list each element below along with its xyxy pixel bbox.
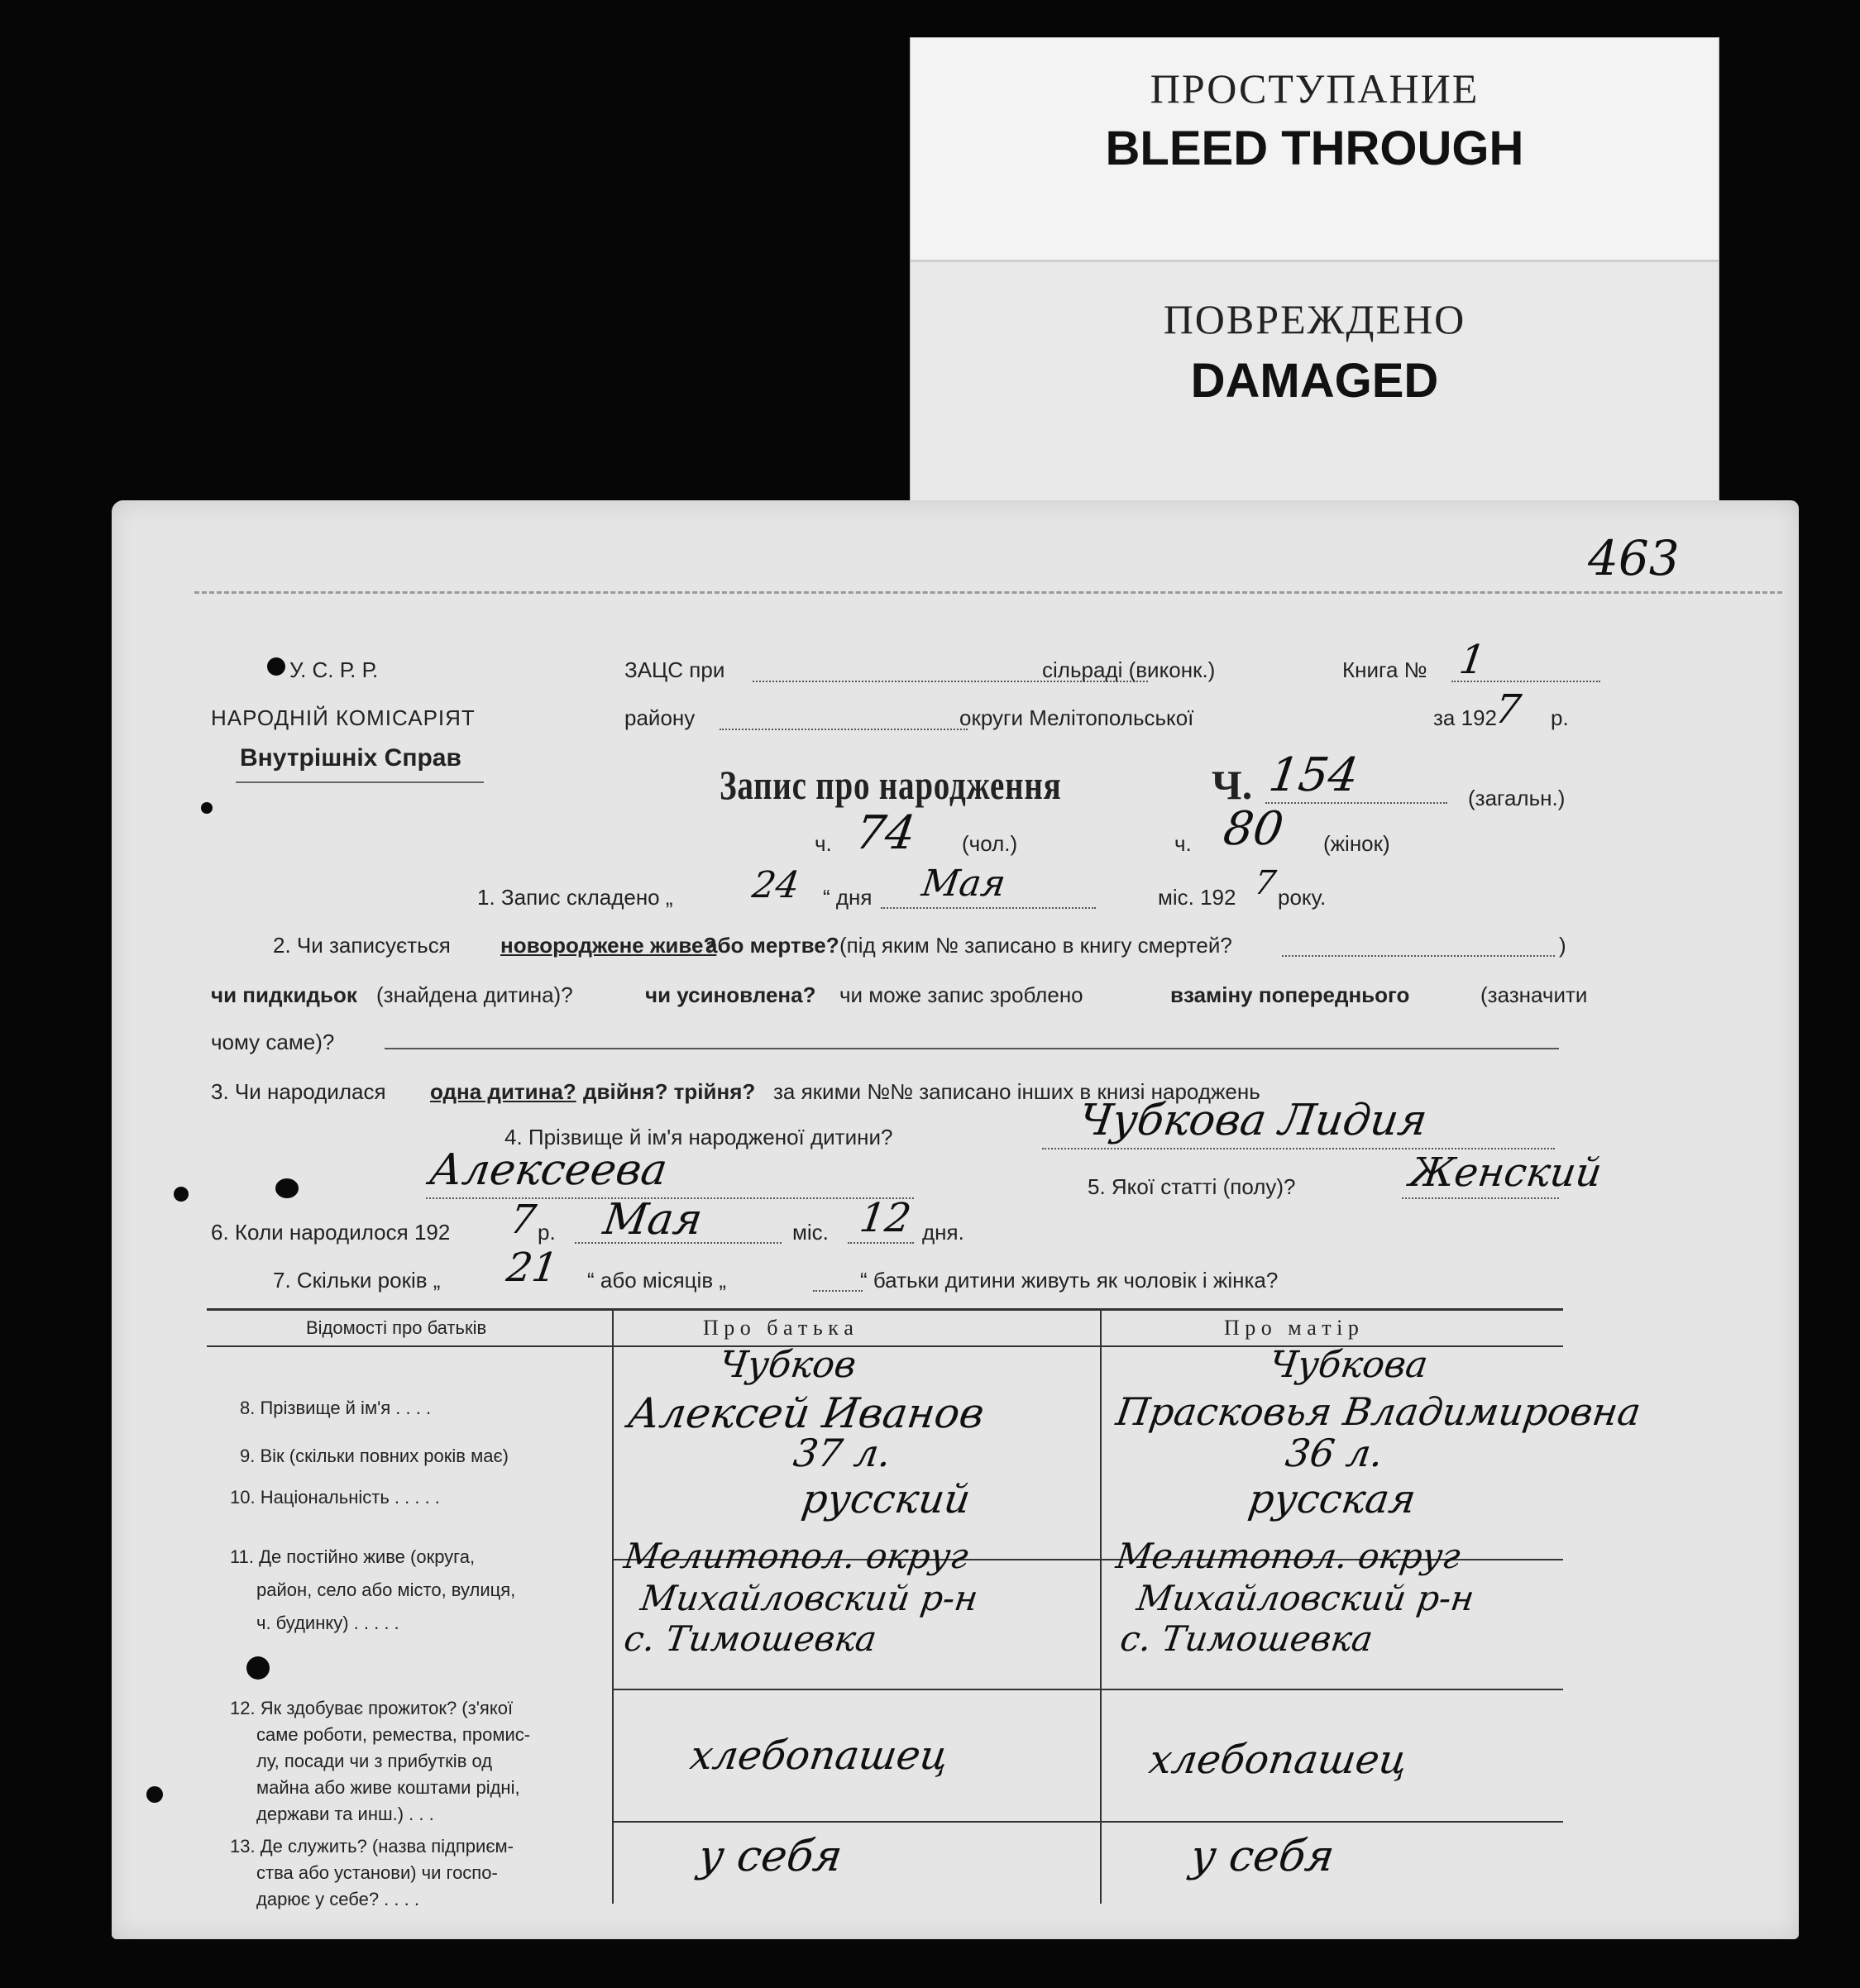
book-label: Книга №	[1342, 657, 1427, 682]
republic-label: У. С. Р. Р.	[289, 657, 379, 682]
q2-replacement-option: взаміну попереднього	[1170, 982, 1410, 1007]
q2-alive-option: новороджене живе?	[500, 933, 717, 958]
q3-single-option: одна дитина?	[430, 1079, 576, 1104]
years-together: 21	[504, 1245, 562, 1291]
q1-label-d: року.	[1278, 885, 1327, 910]
father-nationality: русский	[799, 1476, 973, 1522]
q2-foundling-option: чи пидкидьок	[211, 982, 357, 1007]
q2-label-found: (знайдена дитина)?	[376, 982, 573, 1007]
q2-label-a: 2. Чи записується	[273, 933, 451, 958]
book-field	[1451, 681, 1600, 682]
total-label: (загальн.)	[1468, 786, 1566, 810]
q1-month: Мая	[919, 863, 1009, 905]
row-label-work-3: дарює у себе? . . . .	[256, 1889, 419, 1909]
row-label-work-2: ства або установи) чи госпо-	[256, 1862, 498, 1883]
binding-hole	[275, 1178, 299, 1198]
table-header-info: Відомості про батьків	[306, 1317, 487, 1338]
q6-label-b: р.	[538, 1220, 556, 1245]
department-label: Внутрішніх Справ	[240, 744, 461, 772]
q2-adopted-option: чи усиновлена?	[645, 982, 816, 1007]
q6-label-d: дня.	[922, 1220, 964, 1245]
mother-occupation: хлебопашец	[1146, 1737, 1411, 1783]
q1-year: 7	[1251, 864, 1279, 902]
birth-month: Мая	[600, 1195, 705, 1245]
table-header-mother: П р о м а т і р	[1224, 1316, 1359, 1340]
row-label-living-1: 12. Як здобуває прожиток? (з'якої	[230, 1698, 514, 1718]
father-workplace: у себя	[695, 1832, 845, 1881]
father-age: 37 л.	[791, 1431, 894, 1475]
birth-day: 12	[857, 1195, 915, 1241]
q2-label-d: (під яким № записано в книгу смертей?	[839, 933, 1232, 958]
district-field	[720, 729, 968, 730]
table-row-divider	[612, 1821, 1563, 1823]
q2-dead-option: або мертве?	[705, 933, 839, 958]
q2-why-field	[385, 1048, 1559, 1049]
district-label: району	[624, 705, 696, 730]
label-bleed-through-en: BLEED THROUGH	[1105, 122, 1524, 175]
row-label-residence-3: ч. будинку) . . . . .	[256, 1613, 399, 1633]
mother-name: Прасковья Владимировна	[1113, 1389, 1644, 1434]
q6-day-field	[848, 1242, 914, 1244]
mother-age: 36 л.	[1283, 1431, 1386, 1475]
mother-surname: Чубкова	[1266, 1344, 1431, 1386]
q2-label-replace: чи може запис зроблено	[839, 982, 1083, 1007]
female-label: (жінок)	[1323, 831, 1390, 856]
row-label-residence-1: 11. Де постійно живе (округа,	[230, 1546, 476, 1567]
q5-field	[1402, 1197, 1559, 1199]
birth-year: 7	[507, 1197, 539, 1243]
archive-label-card	[910, 37, 1719, 527]
male-ch-label: ч.	[815, 831, 832, 856]
row-label-living-4: майна або живе коштами рідні,	[256, 1777, 520, 1798]
binding-hole	[267, 657, 285, 676]
father-occupation: хлебопашец	[687, 1732, 952, 1779]
q2-label-why: чому саме)?	[211, 1030, 335, 1054]
total-number: 154	[1265, 748, 1362, 802]
q5-label: 5. Якої статті (полу)?	[1088, 1174, 1296, 1199]
table-col-divider	[1100, 1308, 1102, 1904]
q2-label-specify: (зазначити	[1480, 982, 1588, 1007]
child-patronymic: Алексеева	[426, 1145, 671, 1195]
q6-label-c: міс.	[792, 1220, 829, 1245]
table-col-divider	[612, 1308, 614, 1904]
mother-residence-okrug: Мелитопол. округ	[1113, 1536, 1463, 1576]
q3-label-a: 3. Чи народилася	[211, 1079, 386, 1104]
q1-label-a: 1. Запис складено „	[477, 885, 673, 910]
label-damaged-ru: ПОВРЕЖДЕНО	[1163, 296, 1466, 342]
q7-label-a: 7. Скільки років „	[273, 1268, 441, 1293]
birth-record-page	[112, 500, 1799, 1939]
q1-label-c: міс. 192	[1158, 885, 1236, 910]
mother-nationality: русская	[1246, 1476, 1419, 1522]
table-top-border	[207, 1308, 1563, 1311]
q1-month-field	[881, 907, 1096, 909]
year-suffix: р.	[1551, 705, 1569, 730]
table-header-father: П р о б а т ь к а	[703, 1316, 853, 1340]
row-label-living-2: саме роботи, ремества, промис-	[256, 1724, 531, 1745]
q1-label-b: “ дня	[823, 885, 873, 910]
record-ch-label: Ч.	[1212, 762, 1253, 808]
q3-label-d: за якими №№ записано інших в книзі народжень	[773, 1079, 1260, 1104]
father-surname: Чубков	[716, 1344, 859, 1386]
row-label-residence-2: район, село або місто, вулиця,	[256, 1579, 516, 1600]
row-label-living-3: лу, посади чи з прибутків од	[256, 1751, 493, 1771]
department-underline	[236, 781, 484, 783]
q6-label-a: 6. Коли народилося 192	[211, 1220, 451, 1245]
q7-label-b: “ або місяців „	[587, 1268, 727, 1293]
book-year: 7	[1492, 686, 1524, 733]
zags-label: ЗАЦС при	[624, 657, 725, 682]
q2-death-book-field	[1282, 955, 1555, 957]
row-label-nationality: 10. Національність . . . . .	[230, 1487, 440, 1508]
female-number: 80	[1220, 802, 1287, 856]
commissariat-label: НАРОДНІЙ КОМІСАРІЯТ	[211, 705, 476, 730]
q4-label: 4. Прізвище й ім'я народженої дитини?	[504, 1125, 893, 1149]
row-label-age: 9. Вік (скільки повних років має)	[240, 1446, 509, 1466]
okrug-label: округи Мелітопольської	[959, 705, 1194, 730]
mother-residence-village: с. Тимошевка	[1117, 1618, 1376, 1659]
mother-workplace: у себя	[1187, 1832, 1337, 1881]
label-damaged-en: DAMAGED	[1190, 354, 1439, 408]
row-label-work-1: 13. Де служить? (назва підприєм-	[230, 1836, 514, 1857]
label-bleed-through-ru: ПРОСТУПАНИЕ	[1150, 65, 1480, 112]
q1-day: 24	[749, 864, 802, 906]
child-surname: Чубкова Лидия	[1075, 1096, 1431, 1145]
total-field	[1265, 802, 1447, 804]
binding-hole	[201, 802, 213, 814]
book-number: 1	[1456, 637, 1489, 683]
q3-twins-option: двійня? трійня?	[583, 1079, 756, 1104]
table-row-divider	[612, 1689, 1563, 1690]
mother-residence-district: Михайловский р-н	[1134, 1578, 1477, 1618]
row-label-living-5: держави та инш.) . . .	[256, 1804, 434, 1824]
council-label: сільраді (виконк.)	[1042, 657, 1216, 682]
perforation-line	[194, 591, 1782, 594]
child-sex: Женский	[1407, 1149, 1605, 1196]
record-title: Запис про народження	[720, 762, 1062, 808]
female-ch-label: ч.	[1174, 831, 1192, 856]
label-fold	[911, 260, 1719, 528]
q6-month-field	[575, 1242, 782, 1244]
binding-hole	[146, 1786, 163, 1803]
year-label: за 192	[1433, 705, 1497, 730]
male-label: (чол.)	[962, 831, 1018, 856]
binding-hole	[174, 1187, 189, 1202]
male-number: 74	[852, 806, 919, 860]
father-residence-district: Михайловский р-н	[638, 1578, 981, 1618]
q7-months-field	[813, 1290, 863, 1292]
row-label-name: 8. Прізвище й ім'я . . . .	[240, 1398, 432, 1418]
father-residence-village: с. Тимошевка	[621, 1618, 880, 1659]
father-name: Алексей Иванов	[624, 1389, 987, 1437]
page-number: 463	[1588, 530, 1680, 586]
q7-label-c: “ батьки дитини живуть як чоловік і жінка?	[860, 1268, 1279, 1293]
binding-hole	[246, 1656, 270, 1680]
q2-label-e: )	[1559, 933, 1566, 958]
father-residence-okrug: Мелитопол. округ	[621, 1536, 971, 1576]
